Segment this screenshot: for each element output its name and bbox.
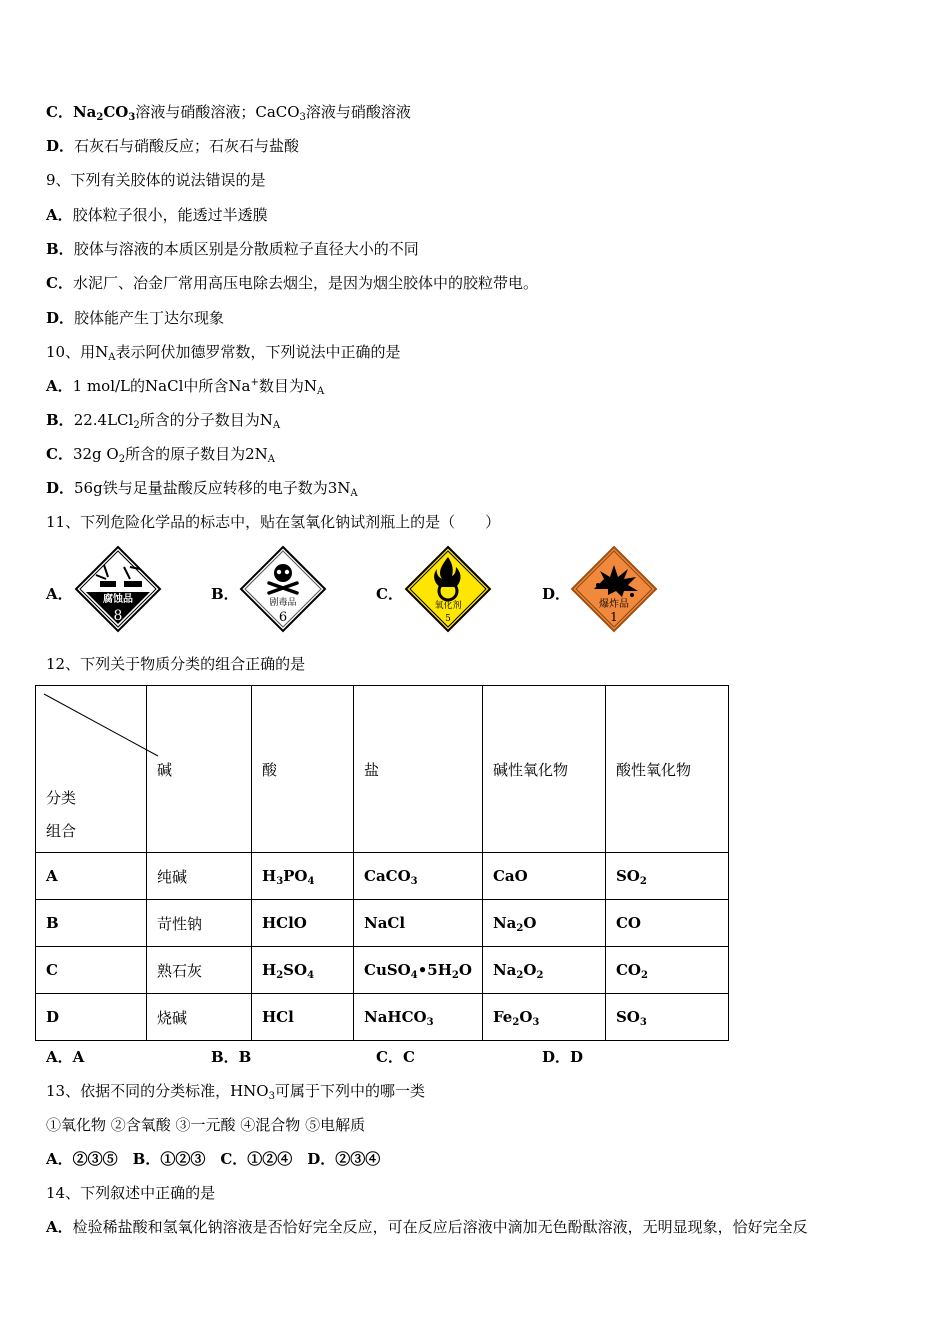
- row-group: B: [36, 900, 147, 947]
- column-header-base: 碱: [147, 686, 252, 853]
- cell-salt: CaCO$_3$: [354, 853, 483, 900]
- column-header-acidic-oxide: 酸性氧化物: [605, 686, 728, 853]
- row-group: C: [36, 947, 147, 994]
- table-row: [36, 994, 729, 1041]
- cell-basic-oxide: $Fe_2O_3$: [482, 994, 605, 1041]
- table-row: [36, 947, 729, 994]
- table-row: [36, 853, 729, 900]
- toxic-sign-icon: [239, 545, 327, 633]
- cell-acid: HClO: [252, 900, 354, 947]
- q12-option-d[interactable]: D．D: [542, 1048, 584, 1066]
- cell-base: 烧碱: [147, 994, 252, 1041]
- corner-label-category: 分类: [46, 789, 77, 807]
- oxidizer-sign-icon: [404, 545, 492, 633]
- q11-stem: 11、下列危险化学品的标志中，贴在氢氧化钠试剂瓶上的是（ ）: [46, 513, 501, 531]
- cell-acidic-oxide: $CO_2$: [605, 947, 728, 994]
- svg-text:8: 8: [113, 608, 123, 624]
- cell-salt: NaCl: [354, 900, 483, 947]
- q13-answer-options[interactable]: A．②③⑤ B．①②③ C．①②④ D．②③④: [46, 1150, 381, 1168]
- column-header-acid: 酸: [252, 686, 354, 853]
- svg-text:爆炸品: 爆炸品: [599, 599, 629, 610]
- q13-items: ①氧化物 ②含氧酸 ③一元酸 ④混合物 ⑤电解质: [46, 1116, 366, 1134]
- svg-text:6: 6: [278, 610, 288, 625]
- table-header-row: [36, 686, 729, 853]
- cell-acidic-oxide: $SO_3$: [605, 994, 728, 1041]
- cell-salt: NaHCO$_3$: [354, 994, 483, 1041]
- svg-text:5: 5: [445, 614, 451, 624]
- cell-basic-oxide: $Na_2O_2$: [482, 947, 605, 994]
- q14-stem: 14、下列叙述中正确的是: [46, 1184, 216, 1202]
- q10-option-a: A．1 mol/L的NaCl中所含Na+数目为$N_A$: [46, 377, 325, 397]
- q9-stem: 9、下列有关胶体的说法错误的是: [46, 171, 266, 189]
- q10-option-b: B．22.4LCl$_2$所含的分子数目为$N_A$: [46, 411, 281, 431]
- table-row: [36, 900, 729, 947]
- explosive-sign-icon: [570, 545, 658, 633]
- q9-option-d: D．胶体能产生丁达尔现象: [46, 309, 225, 327]
- q10-option-d: D．56g铁与足量盐酸反应转移的电子数为$3N_A$: [46, 479, 358, 499]
- q12-option-a[interactable]: A．A: [46, 1048, 85, 1066]
- cell-basic-oxide: CaO: [482, 853, 605, 900]
- q14-option-a: A．检验稀盐酸和氢氧化钠溶液是否恰好完全反应，可在反应后溶液中滴加无色酚酞溶液，无明显现象，恰好完全反: [46, 1218, 808, 1236]
- cell-base: 纯碱: [147, 853, 252, 900]
- corner-label-group: 组合: [46, 822, 77, 840]
- column-header-basic-oxide: 碱性氧化物: [482, 686, 605, 853]
- cell-base: 熟石灰: [147, 947, 252, 994]
- hazard-sign-row: A． 腐蚀品 8 B． 剧毒品 6 C． 氧化剂 5 D． 爆炸品 1: [46, 545, 686, 633]
- cell-acid: $H_3PO_4$: [252, 853, 354, 900]
- corrosive-sign-icon: [74, 545, 162, 633]
- svg-text:氧化剂: 氧化剂: [434, 601, 462, 611]
- cell-basic-oxide: $Na_2O$: [482, 900, 605, 947]
- cell-acidic-oxide: CO: [605, 900, 728, 947]
- q13-stem: 13、依据不同的分类标准，$HNO_3$可属于下列中的哪一类: [46, 1082, 425, 1102]
- svg-text:腐蚀品: 腐蚀品: [103, 594, 133, 605]
- svg-text:1: 1: [610, 610, 618, 624]
- row-group: A: [36, 853, 147, 900]
- q8-option-d: D．石灰石与硝酸反应；石灰石与盐酸: [46, 137, 300, 155]
- q9-option-b: B．胶体与溶液的本质区别是分散质粒子直径大小的不同: [46, 240, 419, 258]
- cell-acid: HCl: [252, 994, 354, 1041]
- classification-table: [35, 685, 729, 1041]
- q12-option-c[interactable]: C．C: [376, 1048, 415, 1066]
- table-corner-cell: [36, 686, 147, 853]
- svg-text:剧毒品: 剧毒品: [269, 598, 297, 608]
- cell-base: 苛性钠: [147, 900, 252, 947]
- q12-stem: 12、下列关于物质分类的组合正确的是: [46, 655, 306, 673]
- cell-acid: $H_2SO_4$: [252, 947, 354, 994]
- q9-option-a: A．胶体粒子很小，能透过半透膜: [46, 206, 268, 224]
- cell-acidic-oxide: $SO_2$: [605, 853, 728, 900]
- q9-option-c: C．水泥厂、冶金厂常用高压电除去烟尘，是因为烟尘胶体中的胶粒带电。: [46, 274, 538, 292]
- cell-salt: $CuSO_4•5H_2O$: [354, 947, 483, 994]
- q10-stem: 10、用$N_A$表示阿伏加德罗常数，下列说法中正确的是: [46, 343, 401, 363]
- q10-option-c: C．32g $O_2$所含的原子数目为$2N_A$: [46, 445, 275, 465]
- q8-option-c: C．$Na_2CO_3$溶液与硝酸溶液；CaCO$_3$溶液与硝酸溶液: [46, 103, 411, 123]
- column-header-salt: 盐: [354, 686, 483, 853]
- row-group: D: [36, 994, 147, 1041]
- q12-option-b[interactable]: B．B: [211, 1048, 252, 1066]
